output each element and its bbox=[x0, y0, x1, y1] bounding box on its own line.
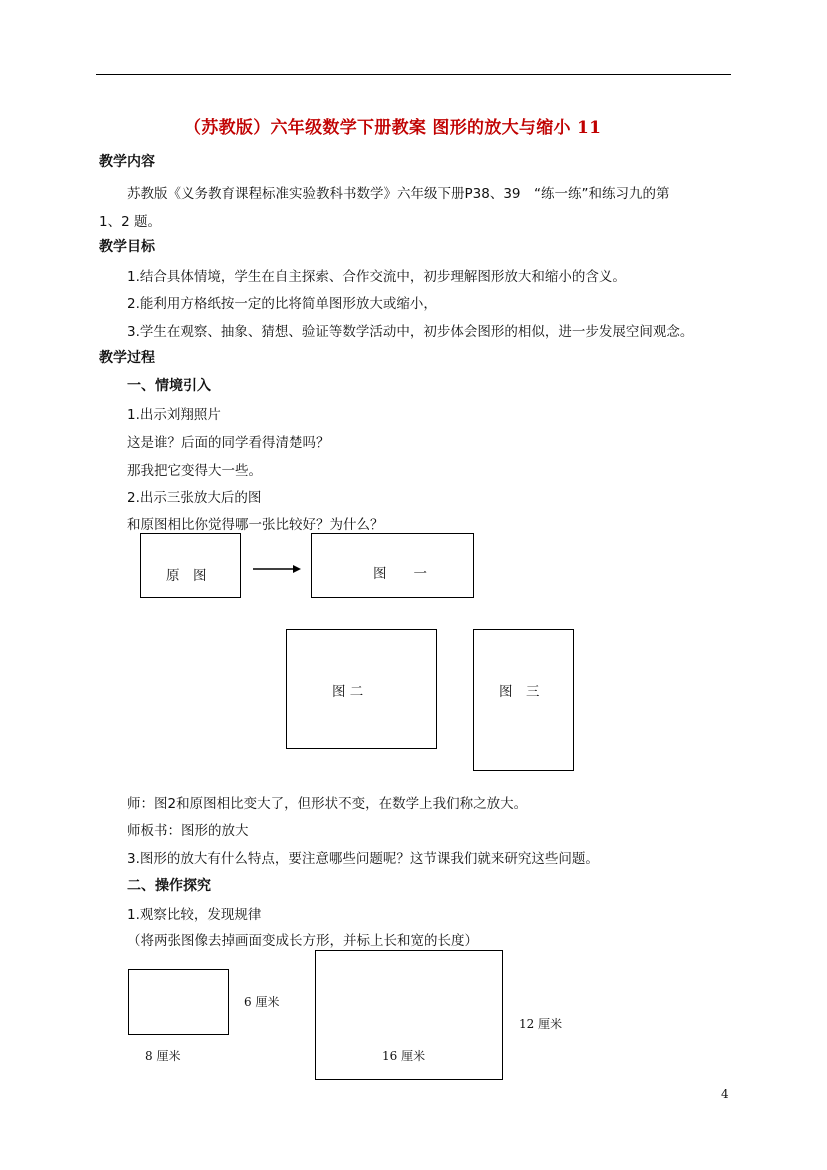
header-rule bbox=[96, 74, 731, 75]
part1-line-2: 这是谁？后面的同学看得清楚吗？ bbox=[127, 435, 330, 451]
content-line-1: 苏教版《义务教育课程标准实验教科书数学》六年级下册P38、39 “练一练”和练习九的第 bbox=[127, 186, 670, 202]
document-title: （苏教版）六年级数学下册教案 图形的放大与缩小 11 bbox=[184, 118, 602, 138]
figure-original-box bbox=[140, 533, 241, 598]
small-rect-height-label: 6 厘米 bbox=[244, 995, 280, 1009]
heading-content: 教学内容 bbox=[99, 154, 155, 170]
goal-3: 3.学生在观察、抽象、猜想、验证等数学活动中，初步体会图形的相似，进一步发展空间观念。 bbox=[127, 324, 694, 340]
figure-three-box bbox=[473, 629, 574, 771]
part2-line-2: （将两张图像去掉画面变成长方形，并标上长和宽的长度） bbox=[127, 933, 478, 949]
figure-original-label: 原 图 bbox=[166, 568, 207, 584]
part1-line-5: 和原图相比你觉得哪一张比较好？为什么？ bbox=[127, 517, 384, 533]
figure-one-label: 图 一 bbox=[373, 566, 427, 582]
part1-line-1: 1.出示刘翔照片 bbox=[127, 407, 221, 423]
page-number: 4 bbox=[721, 1087, 729, 1101]
part1-line-3: 那我把它变得大一些。 bbox=[127, 463, 262, 479]
part2-line-1: 1.观察比较，发现规律 bbox=[127, 907, 262, 923]
figure-two-box bbox=[286, 629, 437, 749]
part1-line-6: 师：图2和原图相比变大了，但形状不变，在数学上我们称之放大。 bbox=[127, 796, 528, 812]
heading-part-1: 一、情境引入 bbox=[127, 378, 211, 394]
figure-one-box bbox=[311, 533, 474, 598]
large-rect-width-label: 16 厘米 bbox=[382, 1049, 426, 1063]
arrow-right-icon bbox=[253, 564, 301, 574]
part1-line-8: 3.图形的放大有什么特点，要注意哪些问题呢？这节课我们就来研究这些问题。 bbox=[127, 851, 599, 867]
part1-line-7: 师板书：图形的放大 bbox=[127, 823, 249, 839]
part1-line-4: 2.出示三张放大后的图 bbox=[127, 490, 262, 506]
heading-process: 教学过程 bbox=[99, 350, 155, 366]
heading-goals: 教学目标 bbox=[99, 239, 155, 255]
heading-part-2: 二、操作探究 bbox=[127, 878, 211, 894]
goal-2: 2.能利用方格纸按一定的比将简单图形放大或缩小， bbox=[127, 296, 437, 312]
figure-two-label: 图 二 bbox=[332, 684, 364, 700]
goal-1: 1.结合具体情境，学生在自主探索、合作交流中，初步理解图形放大和缩小的含义。 bbox=[127, 269, 626, 285]
small-rectangle bbox=[128, 969, 229, 1035]
large-rect-height-label: 12 厘米 bbox=[519, 1017, 563, 1031]
small-rect-width-label: 8 厘米 bbox=[145, 1049, 181, 1063]
figure-three-label: 图 三 bbox=[499, 684, 540, 700]
content-line-2: 1、2 题。 bbox=[99, 214, 161, 230]
